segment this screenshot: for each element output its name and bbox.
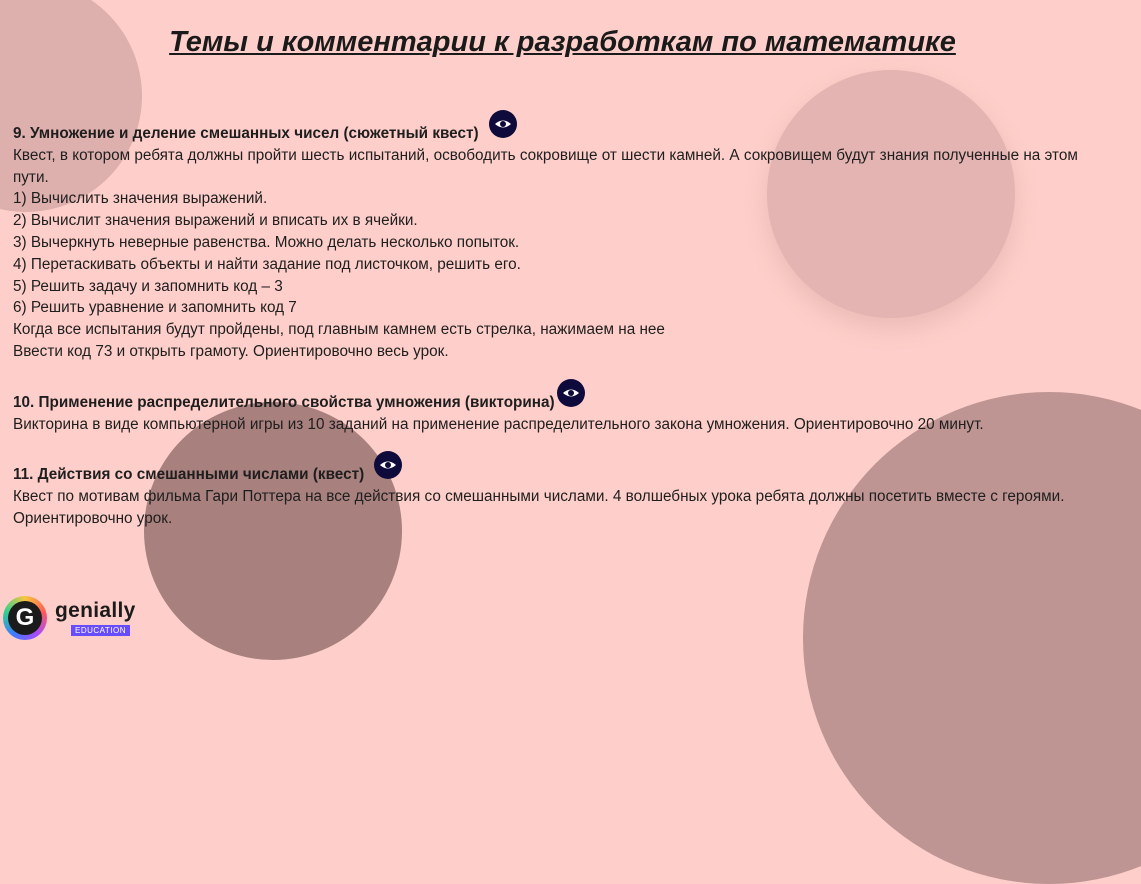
- topic-heading: 9. Умножение и деление смешанных чисел (сюжетный квест): [13, 125, 479, 142]
- topic-text: 3) Вычеркнуть неверные равенства. Можно делать несколько попыток.: [13, 233, 520, 251]
- topic-text: Викторина в виде компьютерной игры из 10 заданий на применение распределительного закона умножения. Ориентировочно 20 минут.: [13, 415, 984, 433]
- eye-icon[interactable]: [374, 451, 402, 479]
- logo-badge: EDUCATION: [71, 625, 130, 636]
- topic-text: Когда все испытания будут пройдены, под главным камнем есть стрелка, нажимаем на нее: [13, 321, 665, 339]
- topic-10: [13, 383, 1113, 436]
- page-title: Темы и комментарии к разработкам по математике: [169, 26, 956, 58]
- topic-text: Квест, в котором ребята должны пройти шесть испытаний, освободить сокровище от шести камней. А сокровищем будут знания полученные на этом пути.: [13, 146, 1078, 186]
- logo-text: genially: [55, 599, 136, 622]
- topic-heading: 10. Применение распределительного свойства умножения (викторина): [13, 393, 555, 411]
- topic-text: 6) Решить уравнение и запомнить код 7: [13, 299, 297, 317]
- topic-text: 1) Вычислить значения выражений.: [13, 190, 268, 208]
- topic-11: [13, 455, 1113, 529]
- topic-text: 2) Вычислит значения выражений и вписать их в ячейки.: [13, 212, 418, 230]
- eye-icon[interactable]: [489, 110, 517, 138]
- topic-text: Квест по мотивам фильма Гари Поттера на все действия со смешанными числами. 4 волшебных урока ребята должны посетить вместе с героями. Ориентировочно урок.: [13, 488, 1065, 527]
- topic-text: Ввести код 73 и открыть грамоту. Ориентировочно весь урок.: [13, 342, 449, 360]
- genially-logo[interactable]: [3, 596, 143, 640]
- topic-9: [13, 114, 1113, 363]
- topic-heading: 11. Действия со смешанными числами (квест): [13, 466, 365, 484]
- topic-text: 5) Решить задачу и запомнить код – 3: [13, 277, 283, 295]
- topics-list: [13, 114, 1113, 530]
- eye-icon[interactable]: [557, 379, 585, 407]
- topic-text: 4) Перетаскивать объекты и найти задание под листочком, решить его.: [13, 255, 521, 273]
- genially-logo-icon: G: [3, 596, 47, 640]
